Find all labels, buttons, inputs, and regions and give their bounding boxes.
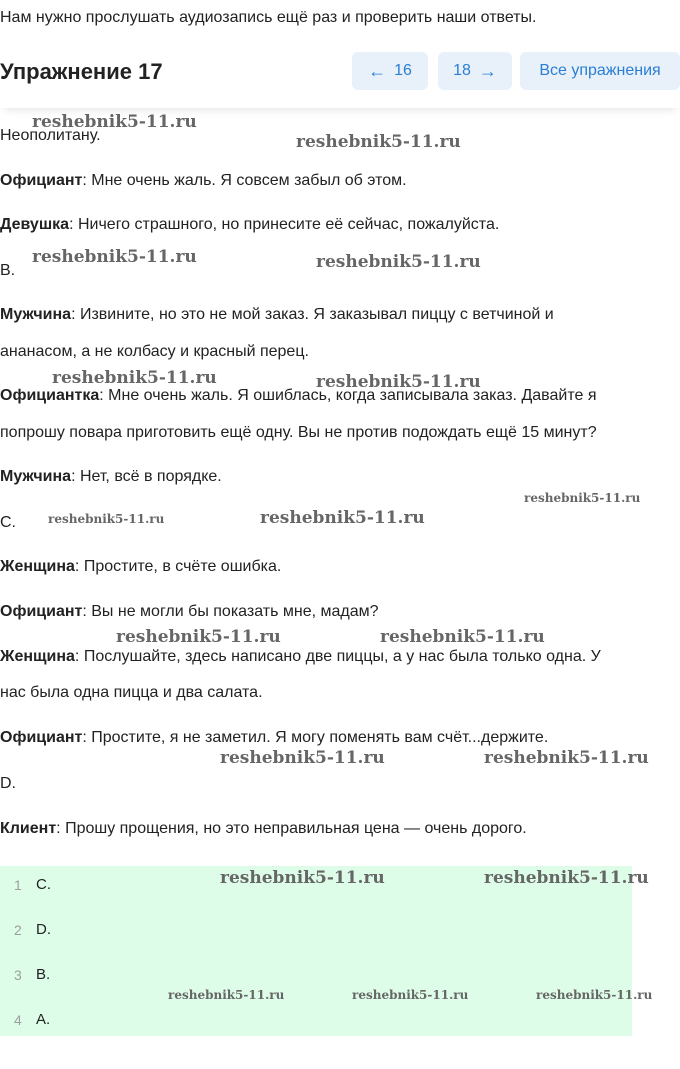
watermark: reshebnik5-11.ru [220, 868, 385, 888]
dialogue-line: Женщина: Простите, в счёте ошибка. [0, 558, 282, 575]
watermark: reshebnik5-11.ru [296, 132, 461, 152]
watermark: reshebnik5-11.ru [116, 627, 281, 647]
watermark: reshebnik5-11.ru [524, 491, 641, 505]
watermark: reshebnik5-11.ru [316, 252, 481, 272]
section-label: C. [0, 514, 16, 531]
dialogue-line: попрошу повара приготовить ещё одну. Вы не против подождать ещё 15 минут? [0, 424, 597, 441]
dialogue-line: нас была одна пицца и два салата. [0, 684, 263, 701]
answer-number: 1 [14, 877, 22, 893]
watermark: reshebnik5-11.ru [352, 988, 469, 1002]
watermark: reshebnik5-11.ru [32, 112, 197, 132]
answer-number: 3 [14, 967, 22, 983]
watermark: reshebnik5-11.ru [52, 368, 217, 388]
dialogue-line: Официантка: Мне очень жаль. Я ошиблась, когда записывала заказ. Давайте я [0, 387, 597, 404]
exercise-title: Упражнение 17 [0, 59, 163, 84]
exercise-header [0, 40, 680, 108]
answer-value: C. [36, 876, 51, 893]
watermark: reshebnik5-11.ru [484, 868, 649, 888]
watermark: reshebnik5-11.ru [220, 748, 385, 768]
dialogue-line: Официант: Простите, я не заметил. Я могу поменять вам счёт...держите. [0, 729, 549, 746]
arrow-left-icon: ← [368, 60, 387, 81]
watermark: reshebnik5-11.ru [260, 508, 425, 528]
watermark: reshebnik5-11.ru [48, 512, 165, 526]
dialogue-line: Официант: Вы не могли бы показать мне, мадам? [0, 603, 379, 620]
arrow-right-icon: → [478, 60, 497, 81]
answer-number: 4 [14, 1012, 22, 1028]
answer-value: B. [36, 966, 51, 983]
answer-value: D. [36, 921, 51, 938]
all-exercises-button[interactable]: Все упражнения [520, 52, 680, 90]
watermark: reshebnik5-11.ru [536, 988, 653, 1002]
dialogue-line: Клиент: Прошу прощения, но это неправильная цена — очень дорого. [0, 820, 527, 837]
dialogue-line: Неополитану. [0, 127, 101, 144]
prev-exercise-label: 16 [394, 62, 412, 79]
dialogue-line: Женщина: Послушайте, здесь написано две пиццы, а у нас была только одна. У [0, 648, 601, 665]
watermark: reshebnik5-11.ru [168, 988, 285, 1002]
section-label: B. [0, 262, 16, 279]
answer-number: 2 [14, 922, 22, 938]
next-exercise-label: 18 [453, 62, 471, 79]
next-exercise-button[interactable] [438, 52, 512, 90]
intro-text: Нам нужно прослушать аудиозапись ещё раз и проверить наши ответы. [0, 9, 537, 26]
answers-block [0, 866, 632, 1036]
answer-value: A. [36, 1011, 51, 1028]
dialogue-line: ананасом, а не колбасу и красный перец. [0, 343, 309, 360]
watermark: reshebnik5-11.ru [484, 748, 649, 768]
watermark: reshebnik5-11.ru [32, 247, 197, 267]
dialogue-line: Девушка: Ничего страшного, но принесите её сейчас, пожалуйста. [0, 216, 500, 233]
watermark: reshebnik5-11.ru [380, 627, 545, 647]
dialogue-line: Мужчина: Нет, всё в порядке. [0, 468, 222, 485]
section-label: D. [0, 775, 16, 792]
dialogue-line: Официант: Мне очень жаль. Я совсем забыл об этом. [0, 172, 407, 189]
watermark: reshebnik5-11.ru [316, 372, 481, 392]
dialogue-line: Мужчина: Извините, но это не мой заказ. Я заказывал пиццу с ветчиной и [0, 306, 554, 323]
prev-exercise-button[interactable] [352, 52, 428, 90]
